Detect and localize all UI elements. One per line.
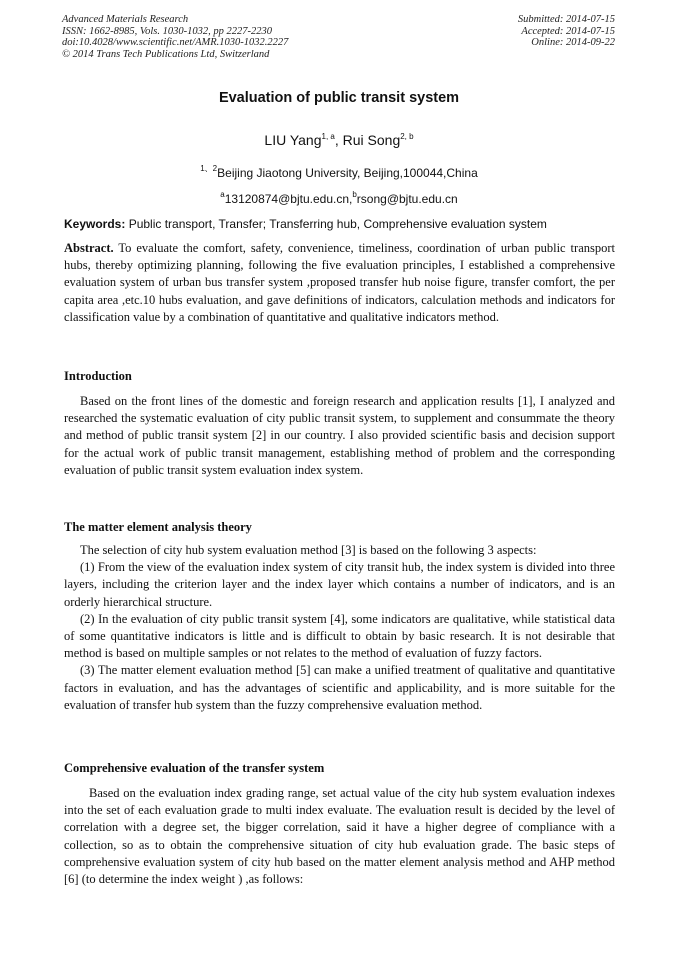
comprehensive-evaluation-body <box>64 785 615 888</box>
paragraph: (2) In the evaluation of city public transit system [4], some indicators are qualitative, while statistical data of some quantitative indicators is little and is difficult to obtain by basic research. It is not desirable that method is based on multiple samples or not relates to the method of evaluation of fuzzy factors. <box>64 611 615 661</box>
submitted-date: Submitted: 2014-07-15 <box>517 14 615 25</box>
abstract <box>64 240 615 326</box>
author-list <box>0 132 678 148</box>
abstract-text: To evaluate the comfort, safety, convenience, timeliness, coordination of urban public transport hubs, thereby optimizing planning, following the five evaluation principles, I established a comprehensive evaluation system of urban bus transfer system ,proposed transfer hub noise figure, transfer comfort, the per capita area ,etc.10 hubs evaluation, and gave definitions of indicators, calculation methods and indicators for classification value by a combination of quantitative and qualitative indicators method. <box>64 241 615 324</box>
paragraph: Based on the front lines of the domestic and foreign research and application results [1], I analyzed and researched the systematic evaluation of city public transit system, to supplement and consummate the theory and method of public transit system [2] in our country. I also provided scientific basis and decision support for the actual work of public transit management, establishing method of problem and the corresponding evaluation of public transit system evaluation index system. <box>64 394 615 477</box>
paragraph: The selection of city hub system evaluation method [3] is based on the following 3 aspects: <box>80 543 537 557</box>
section-heading-matter-element: The matter element analysis theory <box>64 520 252 534</box>
accepted-date: Accepted: 2014-07-15 <box>521 25 615 37</box>
journal-copyright: © 2014 Trans Tech Publications Ltd, Switzerland <box>62 48 270 60</box>
abstract-label: Abstract. <box>64 241 114 255</box>
publication-dates <box>518 14 615 49</box>
affiliation-text: Beijing Jiaotong University, Beijing,100044,China <box>217 166 478 180</box>
section-heading-comprehensive-evaluation: Comprehensive evaluation of the transfer system <box>64 761 325 775</box>
paper-title: Evaluation of public transit system <box>218 90 460 106</box>
email-superscript: a <box>220 190 225 199</box>
author-superscript: 2, b <box>400 132 414 141</box>
author-separator: , <box>334 132 343 148</box>
author-name: LIU Yang <box>264 132 322 148</box>
matter-element-body <box>64 542 615 714</box>
journal-name: Advanced Materials Research <box>62 14 189 25</box>
affiliation-superscript: 1、2 <box>200 164 218 173</box>
paragraph: Based on the evaluation index grading range, set actual value of the city hub system evaluation indexes into the set of each evaluation grade to multi index evaluate. The evaluation result is decided by the level of correlation with a degree set, the bigger correlation, said it have a higher degree of compliance with a collection, so as to obtain the comprehensive situation of city hub evaluation grade. The basic steps of comprehensive evaluation system of city hub based on the matter element analysis method and AHP method [6] (to determine the index weight ) ,as follows: <box>64 786 615 887</box>
introduction-body <box>64 393 615 479</box>
online-date: Online: 2014-09-22 <box>531 37 615 49</box>
email-link[interactable]: 13120874@bjtu.edu.cn, <box>224 192 353 206</box>
paragraph: (1) From the view of the evaluation index system of city transit hub, the index system is divided into three layers, including the criterion layer and the index layer which contains a number of indicators, and is an orderly hierarchical structure. <box>64 560 615 609</box>
author-name: Rui Song <box>342 132 401 148</box>
keywords-label: Keywords: <box>64 217 126 231</box>
journal-info <box>62 14 288 60</box>
email-link[interactable]: rsong@bjtu.edu.cn <box>356 192 458 206</box>
email-superscript: b <box>352 190 357 199</box>
section-heading-introduction: Introduction <box>64 369 132 383</box>
keywords <box>64 217 616 231</box>
keywords-text: Public transport, Transfer; Transferring hub, Comprehensive evaluation system <box>125 217 547 231</box>
paragraph: (3) The matter element evaluation method [5] can make a unified treatment of qualitative and quantitative factors in evaluation, and has the advantages of scientific and applicability, and is more suitable for the evaluation of transfer hub system than the fuzzy comprehensive evaluation method. <box>64 663 615 712</box>
journal-issn: ISSN: 1662-8985, Vols. 1030-1032, pp 2227-2230 <box>62 25 272 37</box>
author-emails <box>0 192 678 206</box>
affiliation <box>0 166 678 180</box>
author-superscript: 1, a <box>321 132 335 141</box>
journal-doi: doi:10.4028/www.scientific.net/AMR.1030-1032.2227 <box>62 37 289 49</box>
